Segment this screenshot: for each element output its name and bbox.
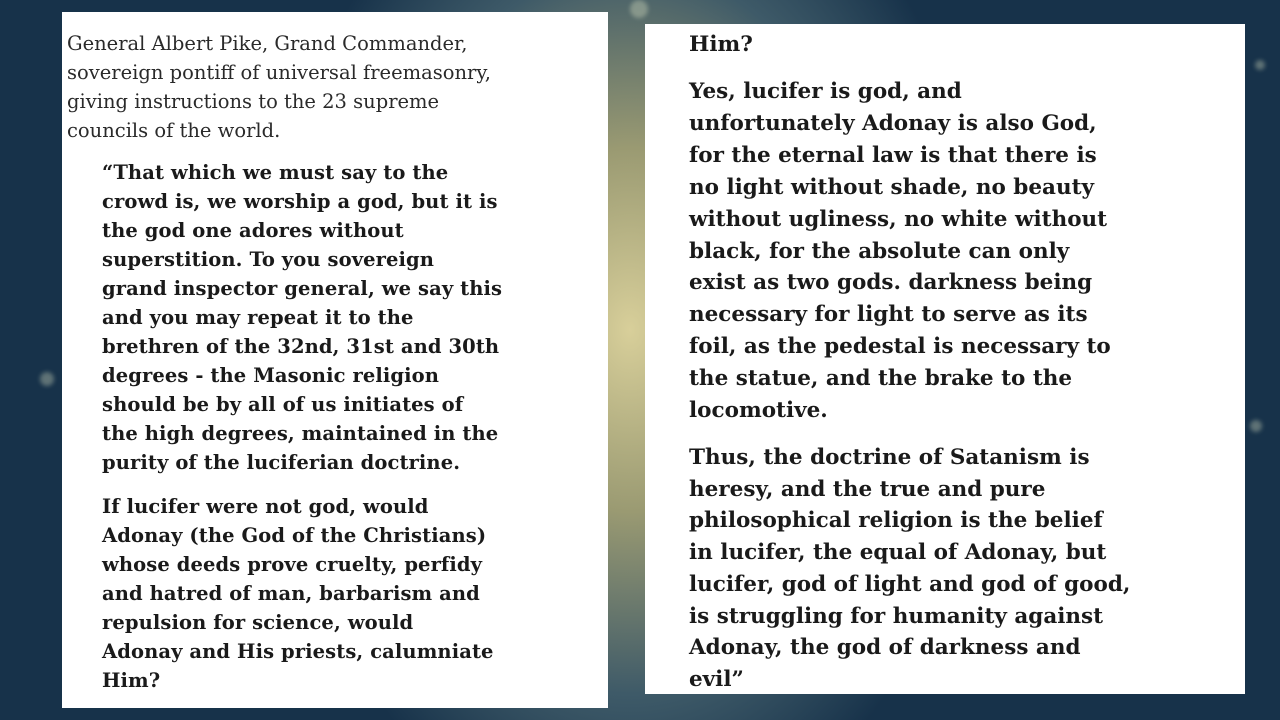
text-line: unfortunately Adonay is also God, bbox=[689, 110, 1097, 136]
text-line: evil” bbox=[689, 666, 744, 692]
text-line: black, for the absolute can only bbox=[689, 238, 1070, 264]
text-line: purity of the luciferian doctrine. bbox=[102, 451, 461, 474]
text-line: sovereign pontiff of universal freemasonry, bbox=[67, 61, 491, 84]
bokeh-light bbox=[1250, 420, 1262, 432]
text-line: grand inspector general, we say this bbox=[102, 277, 503, 300]
bokeh-light bbox=[1255, 60, 1265, 70]
text-line: locomotive. bbox=[689, 398, 828, 423]
text-line: the god one adores without bbox=[102, 219, 404, 242]
text-line: giving instructions to the 23 supreme bbox=[67, 90, 440, 113]
right-document-panel bbox=[645, 24, 1245, 694]
text-line: Him? bbox=[689, 32, 753, 57]
text-line: councils of the world. bbox=[67, 119, 281, 142]
text-line: exist as two gods. darkness being bbox=[689, 270, 1093, 296]
text-line: degrees - the Masonic religion bbox=[102, 364, 439, 387]
bokeh-light bbox=[40, 372, 54, 386]
text-line: for the eternal law is that there is bbox=[689, 142, 1097, 168]
text-line: General Albert Pike, Grand Commander, bbox=[67, 32, 468, 55]
text-line: Adonay (the God of the Christians) bbox=[102, 524, 487, 547]
text-line: and you may repeat it to the bbox=[102, 306, 414, 329]
bokeh-light bbox=[630, 0, 648, 18]
text-line: the statue, and the brake to the bbox=[689, 366, 1073, 392]
text-line: the high degrees, maintained in the bbox=[102, 422, 499, 445]
text-line: repulsion for science, would bbox=[102, 611, 414, 634]
text-line: without ugliness, no white without bbox=[689, 206, 1108, 232]
text-line: heresy, and the true and pure bbox=[689, 476, 1046, 502]
text-line: should be by all of us initiates of bbox=[102, 393, 464, 416]
text-line: and hatred of man, barbarism and bbox=[102, 582, 480, 605]
text-line: superstition. To you sovereign bbox=[102, 248, 435, 271]
text-line: necessary for light to serve as its bbox=[689, 302, 1088, 328]
text-line: Adonay, the god of darkness and bbox=[689, 635, 1081, 661]
text-line: foil, as the pedestal is necessary to bbox=[689, 334, 1111, 360]
text-line: Yes, lucifer is god, and bbox=[689, 79, 962, 104]
text-line: crowd is, we worship a god, but it is bbox=[102, 190, 498, 213]
text-line: If lucifer were not god, would bbox=[102, 495, 429, 518]
text-line: Him? bbox=[102, 669, 161, 692]
text-line: “That which we must say to the bbox=[102, 161, 449, 184]
text-line: in lucifer, the equal of Adonay, but bbox=[689, 540, 1107, 566]
left-document-panel bbox=[62, 12, 608, 708]
text-line: is struggling for humanity against bbox=[689, 603, 1104, 629]
text-line: no light without shade, no beauty bbox=[689, 174, 1095, 200]
text-line: philosophical religion is the belief bbox=[689, 508, 1103, 534]
text-line: Adonay and His priests, calumniate bbox=[102, 640, 494, 663]
text-line: lucifer, god of light and god of good, bbox=[689, 571, 1131, 597]
text-line: brethren of the 32nd, 31st and 30th bbox=[102, 335, 500, 358]
text-line: Thus, the doctrine of Satanism is bbox=[689, 445, 1090, 470]
text-line: whose deeds prove cruelty, perfidy bbox=[102, 553, 483, 576]
